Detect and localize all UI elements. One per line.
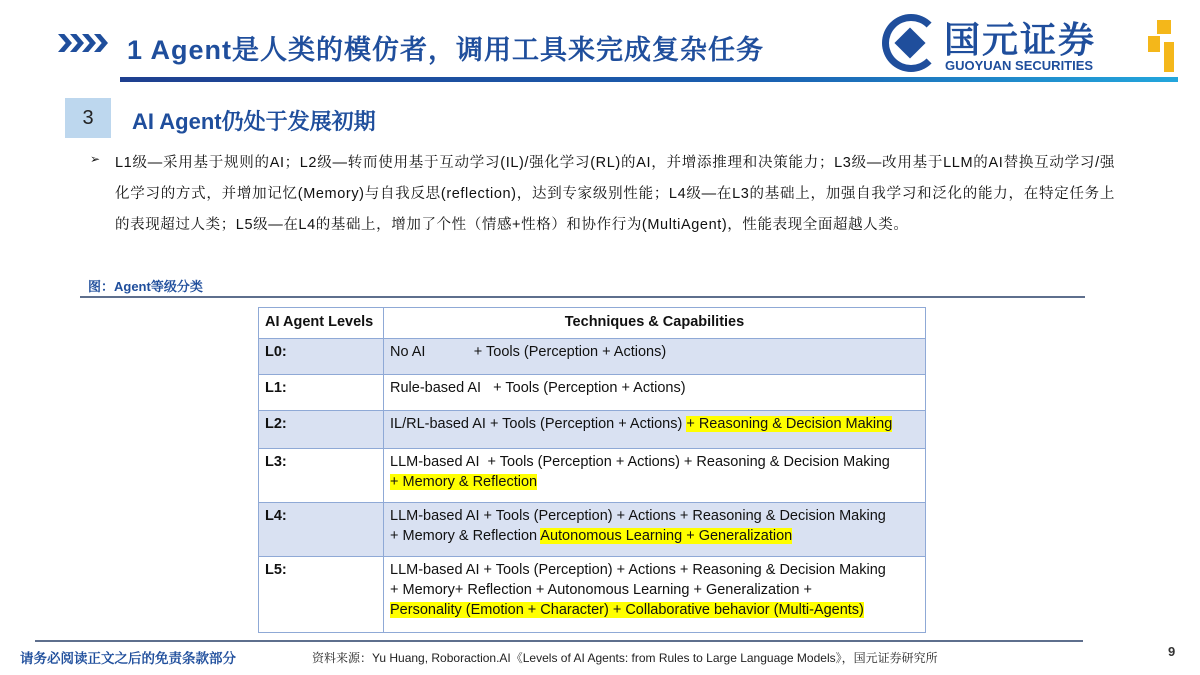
capability-text: Rule-based AI + Tools (Perception + Actions)	[390, 380, 686, 396]
capability-line	[390, 600, 919, 620]
section-title: AI Agent仍处于发展初期	[132, 109, 376, 134]
table-row	[259, 503, 926, 557]
capability-text: LLM-based AI + Tools (Perception) + Actions + Reasoning & Decision Making	[390, 508, 886, 524]
table-row	[259, 557, 926, 633]
page-title: 1 Agent是人类的模仿者，调用工具来完成复杂任务	[127, 35, 765, 65]
figure-divider	[80, 296, 1085, 298]
source-text: 资料来源：Yu Huang, Roboraction.AI《Levels of AI Agents: from Rules to Large Language Models》，国元证券研究所	[312, 651, 938, 665]
capability-text: + Memory+ Reflection + Autonomous Learning + Generalization +	[390, 582, 812, 598]
company-logo	[882, 12, 1182, 74]
highlighted-capability: + Memory & Reflection	[390, 474, 538, 490]
table-row	[259, 375, 926, 411]
logo-english-name: GUOYUAN SECURITIES	[945, 58, 1094, 73]
body-paragraph: L1级—采用基于规则的AI；L2级—转而使用基于互动学习(IL)/强化学习(RL)的AI，并增添推理和决策能力；L3级—改用基于LLM的AI替换互动学习/强化学习的方式，并增加记忆(Memory)与自我反思(reflection)，达到专家级别性能；L4级—在L3的基础上，加强自我学习和泛化的能力，在特定任务上的表现超过人类；L5级—在L4的基础上，增加了个性（情感+性格）和协作行为(MultiAgent)，性能表现全面超越人类。	[115, 155, 1115, 233]
capability-text: No AI + Tools (Perception + Actions)	[390, 344, 667, 360]
capability-line	[390, 414, 919, 434]
capability-text: + Memory & Reflection	[390, 528, 541, 544]
table-header-row	[259, 308, 926, 339]
capabilities-cell	[384, 503, 926, 557]
level-cell: L3:	[259, 449, 384, 503]
logo-square-icon	[1157, 20, 1171, 34]
table-row	[259, 449, 926, 503]
level-cell: L2:	[259, 411, 384, 449]
logo-chinese-name: 国元证券	[944, 19, 1097, 60]
capabilities-cell	[384, 557, 926, 633]
capability-line	[390, 526, 919, 546]
capability-line	[390, 506, 919, 526]
capability-text: LLM-based AI + Tools (Perception + Actions) + Reasoning & Decision Making	[390, 454, 890, 470]
bullet-arrow-icon: ➢	[90, 152, 101, 166]
capability-line	[390, 342, 919, 362]
level-cell: L4:	[259, 503, 384, 557]
capability-line	[390, 580, 919, 600]
level-cell: L1:	[259, 375, 384, 411]
header-capabilities: Techniques & Capabilities	[384, 308, 926, 339]
capabilities-cell	[384, 449, 926, 503]
title-divider	[120, 77, 1178, 82]
capabilities-cell	[384, 375, 926, 411]
title-chevrons-icon	[58, 34, 106, 52]
level-cell: L0:	[259, 339, 384, 375]
table-row	[259, 339, 926, 375]
table-row	[259, 411, 926, 449]
header-levels: AI Agent Levels	[259, 308, 384, 339]
figure-caption: 图：Agent等级分类	[88, 279, 203, 294]
highlighted-capability: Autonomous Learning + Generalization	[540, 528, 793, 544]
capability-line	[390, 378, 919, 398]
capability-text: LLM-based AI + Tools (Perception) + Actions + Reasoning & Decision Making	[390, 562, 886, 578]
footer-divider	[35, 640, 1083, 642]
capability-line	[390, 472, 919, 492]
highlighted-capability: Personality (Emotion + Character) + Collaborative behavior (Multi-Agents)	[390, 602, 864, 618]
section-number: 3	[65, 98, 111, 138]
capabilities-cell	[384, 411, 926, 449]
logo-square-icon	[1164, 42, 1174, 72]
agent-levels-table	[258, 307, 926, 633]
highlighted-capability: + Reasoning & Decision Making	[686, 416, 893, 432]
capability-line	[390, 560, 919, 580]
capability-text: IL/RL-based AI + Tools (Perception + Actions)	[390, 416, 687, 432]
capability-line	[390, 452, 919, 472]
page-number: 9	[1168, 644, 1176, 659]
capabilities-cell	[384, 339, 926, 375]
disclaimer-text: 请务必阅读正文之后的免责条款部分	[20, 651, 236, 666]
logo-square-icon	[1148, 36, 1160, 52]
level-cell: L5:	[259, 557, 384, 633]
